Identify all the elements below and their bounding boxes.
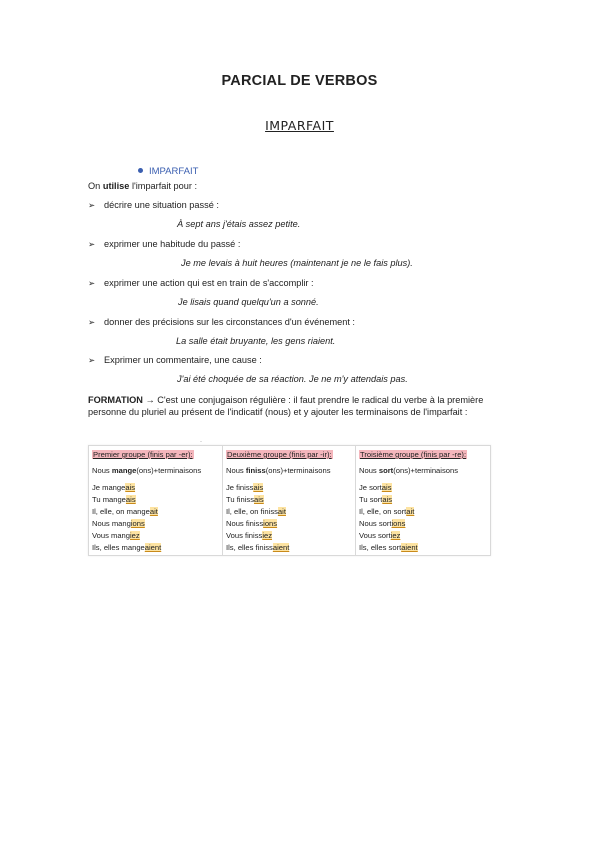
conj-stem: Vous mang bbox=[92, 531, 130, 540]
list-item bbox=[88, 317, 355, 328]
example-sentence: La salle était bruyante, les gens riaient. bbox=[176, 336, 336, 346]
conj-ending: iez bbox=[262, 531, 273, 540]
table-row bbox=[92, 519, 145, 528]
column-rule bbox=[92, 466, 201, 475]
list-item bbox=[88, 355, 262, 366]
table-row bbox=[359, 495, 392, 504]
conj-ending: iez bbox=[390, 531, 401, 540]
conj-stem: Il, elle, on finiss bbox=[226, 507, 278, 516]
rule-post: (ons)+terminaisons bbox=[393, 466, 459, 475]
arrowhead-icon: ➢ bbox=[88, 200, 96, 210]
table-row bbox=[92, 495, 136, 504]
table-row bbox=[359, 507, 414, 516]
column-rule bbox=[226, 466, 331, 475]
conj-stem: Nous sort bbox=[359, 519, 392, 528]
list-item-text: décrire une situation passé : bbox=[104, 200, 219, 210]
conj-ending: aient bbox=[401, 543, 418, 552]
conj-ending: ais bbox=[254, 495, 264, 504]
formation-label: FORMATION bbox=[88, 395, 143, 405]
conj-ending: ais bbox=[253, 483, 264, 492]
table-row bbox=[92, 483, 135, 492]
table-row bbox=[359, 531, 400, 540]
column-header: Troisième groupe (finis par -re): bbox=[360, 450, 467, 459]
page-title: PARCIAL DE VERBOS bbox=[221, 73, 378, 89]
conj-ending: ais bbox=[125, 495, 136, 504]
rule-stem: sort bbox=[378, 466, 394, 475]
list-item bbox=[88, 278, 314, 289]
table-row bbox=[226, 543, 289, 552]
table-row bbox=[226, 519, 277, 528]
conj-ending: aient bbox=[272, 543, 290, 552]
column-header: Premier groupe (finis par -er): bbox=[93, 450, 193, 459]
rule-post: (ons)+terminaisons bbox=[136, 466, 202, 475]
rule-stem: finiss bbox=[245, 466, 266, 475]
conj-stem: Tu sort bbox=[359, 495, 383, 504]
conj-ending: aient bbox=[144, 543, 162, 552]
table-row bbox=[226, 495, 264, 504]
conj-stem: Tu finiss bbox=[226, 495, 254, 504]
section-heading bbox=[138, 166, 198, 177]
conj-stem: Ils, elles sort bbox=[359, 543, 402, 552]
example-sentence: Je lisais quand quelqu'un a sonné. bbox=[178, 297, 319, 307]
bullet-dot-icon bbox=[138, 168, 143, 173]
arrowhead-icon: ➢ bbox=[88, 239, 96, 249]
page-subtitle: IMPARFAIT bbox=[265, 118, 334, 133]
conj-stem: Je mange bbox=[92, 483, 126, 492]
conj-stem: Vous finiss bbox=[226, 531, 263, 540]
arrowhead-icon: ➢ bbox=[88, 317, 96, 327]
list-item bbox=[88, 239, 240, 250]
table-row bbox=[359, 543, 418, 552]
rule-pre: Nous bbox=[92, 466, 110, 475]
conj-ending: ait bbox=[277, 507, 286, 516]
intro-bold: utilise bbox=[102, 181, 130, 191]
formation-text: C'est une conjugaison régulière : il faut prendre le radical du verbe à la première personne du pluriel au présent de l'indicatif (nous) et y ajouter les terminaisons de l'imparfait : bbox=[88, 395, 484, 418]
conj-stem: Il, elle, on mange bbox=[92, 507, 150, 516]
conj-stem: Ils, elles finiss bbox=[226, 543, 273, 552]
arrow-right-icon: → bbox=[145, 395, 155, 405]
list-item-text: donner des précisions sur les circonstances d'un événement : bbox=[104, 317, 355, 327]
rule-pre: Nous bbox=[359, 466, 377, 475]
example-sentence: J'ai été choquée de sa réaction. Je ne m'y attendais pas. bbox=[177, 374, 408, 384]
formation-paragraph bbox=[88, 394, 508, 419]
conjugation-table bbox=[88, 445, 491, 556]
conj-ending: ais bbox=[382, 495, 393, 504]
conj-stem: Nous finiss bbox=[226, 519, 264, 528]
list-item-text: Exprimer un commentaire, une cause : bbox=[104, 355, 262, 365]
table-column-third-group bbox=[355, 446, 491, 555]
intro-line bbox=[88, 181, 197, 191]
table-row bbox=[92, 507, 158, 516]
conj-ending: ions bbox=[130, 519, 145, 528]
conj-ending: ions bbox=[263, 519, 278, 528]
conj-ending: ait bbox=[406, 507, 415, 516]
conj-ending: ait bbox=[149, 507, 158, 516]
table-row bbox=[226, 531, 272, 540]
table-row bbox=[92, 531, 140, 540]
conj-stem: Vous sort bbox=[359, 531, 391, 540]
table-row bbox=[92, 543, 161, 552]
table-row bbox=[359, 483, 392, 492]
table-row bbox=[226, 483, 263, 492]
table-row bbox=[226, 507, 286, 516]
list-item-text: exprimer une habitude du passé : bbox=[104, 239, 241, 249]
conj-ending: iez bbox=[130, 531, 140, 540]
rule-stem: mange bbox=[111, 466, 137, 475]
conj-stem: Je finiss bbox=[226, 483, 254, 492]
conj-ending: ais bbox=[381, 483, 392, 492]
conj-stem: Tu mange bbox=[92, 495, 126, 504]
section-heading-label: IMPARFAIT bbox=[149, 166, 199, 177]
list-item-text: exprimer une action qui est en train de s'accomplir : bbox=[104, 278, 314, 288]
list-item bbox=[88, 200, 219, 211]
conj-stem: Ils, elles mange bbox=[92, 543, 145, 552]
column-rule bbox=[359, 466, 458, 475]
stray-dot: · bbox=[200, 439, 202, 445]
rule-pre: Nous bbox=[226, 466, 244, 475]
table-row bbox=[359, 519, 405, 528]
conj-ending: ais bbox=[125, 483, 136, 492]
column-header: Deuxième groupe (finis par -ir): bbox=[227, 450, 332, 459]
rule-post: (ons)+terminaisons bbox=[265, 466, 331, 475]
intro-prefix: On bbox=[88, 181, 101, 191]
conj-stem: Je sort bbox=[359, 483, 382, 492]
table-column-first-group bbox=[89, 446, 222, 555]
arrowhead-icon: ➢ bbox=[88, 278, 96, 288]
arrowhead-icon: ➢ bbox=[88, 355, 96, 365]
conj-stem: Nous mang bbox=[92, 519, 131, 528]
conj-ending: ions bbox=[391, 519, 406, 528]
example-sentence: À sept ans j'étais assez petite. bbox=[177, 219, 301, 229]
example-sentence: Je me levais à huit heures (maintenant je ne le fais plus). bbox=[181, 258, 413, 268]
conj-stem: Il, elle, on sort bbox=[359, 507, 407, 516]
table-column-second-group bbox=[222, 446, 356, 555]
intro-suffix: l'imparfait pour : bbox=[131, 181, 198, 191]
